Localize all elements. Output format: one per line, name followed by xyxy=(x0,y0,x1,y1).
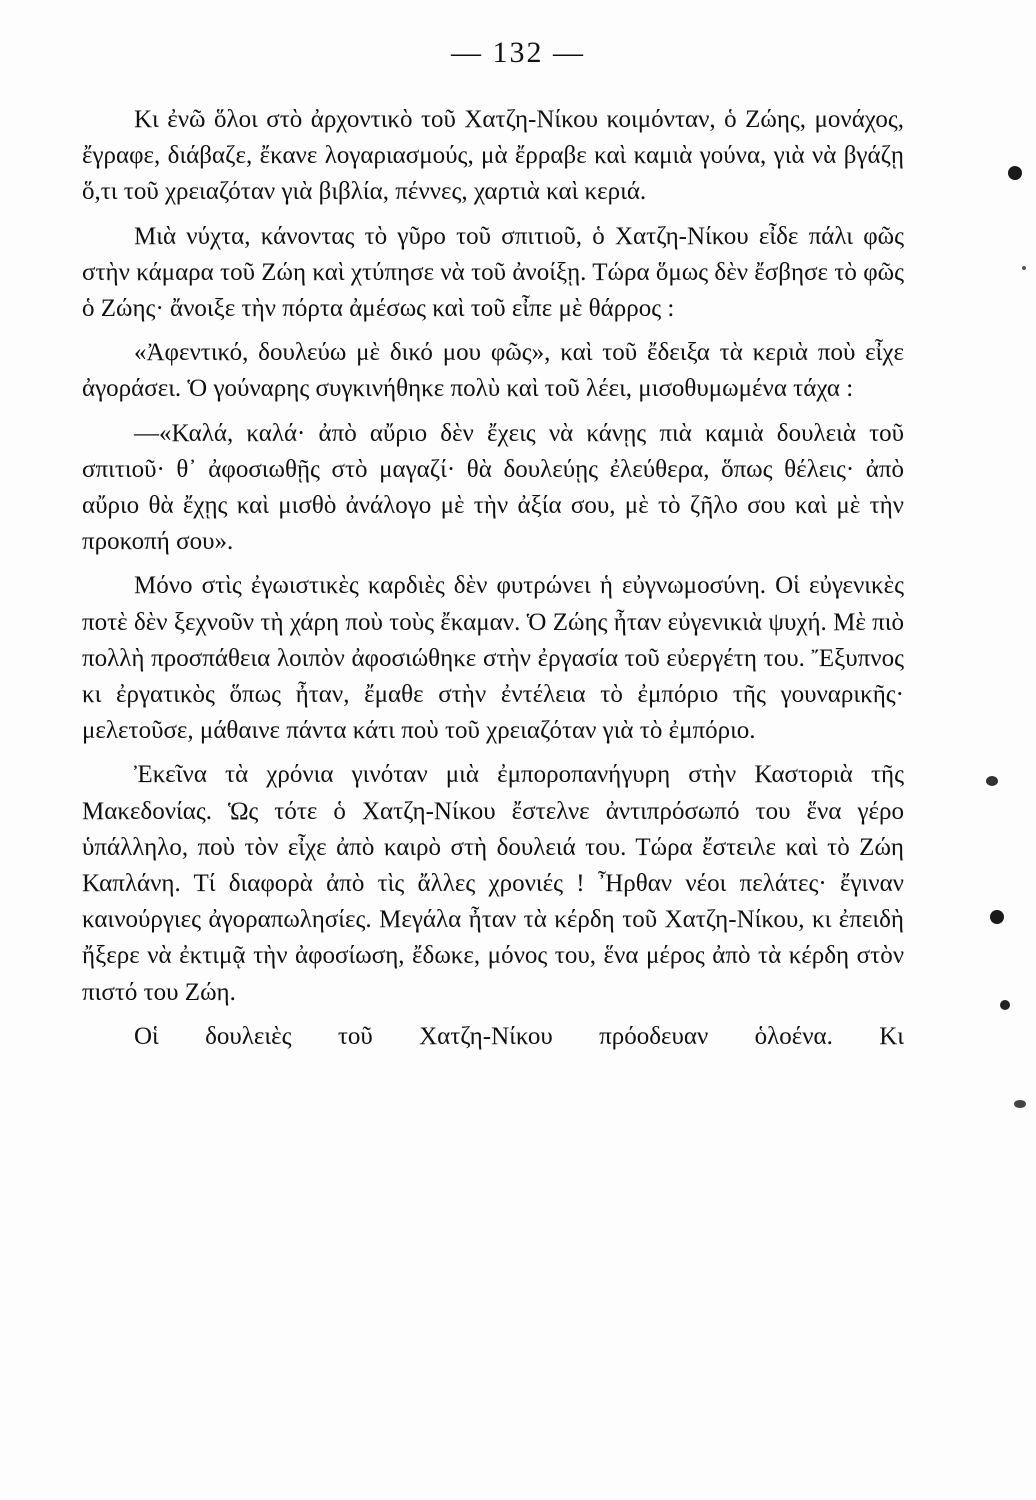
paragraph-4: —«Καλά, καλά· ἀπὸ αὔριο δὲν ἔχεις νὰ κάνῃς πιὰ καμιὰ δουλειὰ τοῦ σπιτιοῦ· θ᾽ ἀφοσιωθῇς στὸ μαγαζί· θὰ δουλεύῃς ἐλεύθερα, ὅπως θέλεις· ἀπὸ αὔριο θὰ ἔχῃς καὶ μισθὸ ἀνάλογο μὲ τὴν ἀξία σου, μὲ τὸ ζῆλο σου καὶ μὲ τὴν προκοπή σου». xyxy=(82,419,904,556)
scan-speck xyxy=(1022,266,1026,270)
scan-speck xyxy=(1000,1000,1010,1010)
body-text xyxy=(82,102,904,1063)
scan-speck xyxy=(1008,166,1022,180)
paragraph-2: Μιὰ νύχτα, κάνοντας τὸ γῦρο τοῦ σπιτιοῦ, ὁ Χατζη-Νίκου εἶδε πάλι φῶς στὴν κάμαρα τοῦ Ζώη καὶ χτύπησε νὰ τοῦ ἀνοίξῃ. Τώρα ὅμως δὲν ἔσβησε τὸ φῶς ὁ Ζώης· ἄνοιξε τὴν πόρτα ἀμέσως καὶ τοῦ εἶπε μὲ θάρρος : xyxy=(82,222,904,323)
paragraph-7: Οἱ δουλειὲς τοῦ Χατζη-Νίκου πρόοδευαν ὁλοένα. Κι xyxy=(134,1022,904,1050)
scan-speck xyxy=(986,776,998,786)
paragraph-6: Ἐκεῖνα τὰ χρόνια γινόταν μιὰ ἐμποροπανήγυρη στὴν Καστοριὰ τῆς Μακεδονίας. Ὡς τότε ὁ Χατζη-Νίκου ἔστελνε ἀντιπρόσωπό του ἕνα γέρο ὑπάλληλο, ποὺ τὸν εἶχε ἀπὸ καιρὸ στὴ δουλειά του. Τώρα ἔστειλε καὶ τὸ Ζώη Καπλάνη. Τί διαφορὰ ἀπὸ τὶς ἄλλες χρονιές ! Ἦρθαν νέοι πελάτες· ἔγιναν καινούργιες ἀγοραπωλησίες. Μεγάλα ἦταν τὰ κέρδη τοῦ Χατζη-Νίκου, κι ἐπειδὴ ἤξερε νὰ ἐκτιμᾷ τὴν ἀφοσίωση, ἔδωκε, μόνος του, ἕνα μέρος ἀπὸ τὰ κέρδη στὸν πιστό του Ζώη. xyxy=(82,761,904,1006)
scan-speck xyxy=(1014,1100,1026,1108)
page-number: — 132 — xyxy=(451,36,585,69)
paragraph-1: Κι ἐνῶ ὅλοι στὸ ἀρχοντικὸ τοῦ Χατζη-Νίκου κοιμόνταν, ὁ Ζώης, μονάχος, ἔγραφε, διάβαζε, ἔκανε λογαριασμούς, μὰ ἔρραβε καὶ καμιὰ γούνα, γιὰ νὰ βγάζῃ ὅ,τι τοῦ χρειαζόταν γιὰ βιβλία, πέννες, χαρτιὰ καὶ κεριά. xyxy=(82,106,904,206)
paragraph-3: «Ἀφεντικό, δουλεύω μὲ δικό μου φῶς», καὶ τοῦ ἔδειξα τὰ κεριὰ ποὺ εἶχε ἀγοράσει. Ὁ γούναρης συγκινήθηκε πολὺ καὶ τοῦ λέει, μισοθυμωμένα τάχα : xyxy=(82,339,904,403)
scan-speck xyxy=(990,910,1004,924)
paragraph-5: Μόνο στὶς ἐγωιστικὲς καρδιὲς δὲν φυτρώνει ἡ εὐγνωμοσύνη. Οἱ εὐγενικὲς ποτὲ δὲν ξεχνοῦν τὴ χάρη ποὺ τοὺς ἔκαμαν. Ὁ Ζώης ἦταν εὐγενικιὰ ψυχή. Μὲ πιὸ πολλὴ προσπάθεια λοιπὸν ἀφοσιώθηκε στὴν ἐργασία τοῦ εὐεργέτη του. Ἔξυπνος κι ἐργατικὸς ὅπως ἦταν, ἔμαθε στὴν ἐντέλεια τὸ ἐμπόριο τῆς γουναρικῆς· μελετοῦσε, μάθαινε πάντα κάτι ποὺ τοῦ χρειαζόταν γιὰ τὸ ἐμπόριο. xyxy=(82,572,904,745)
